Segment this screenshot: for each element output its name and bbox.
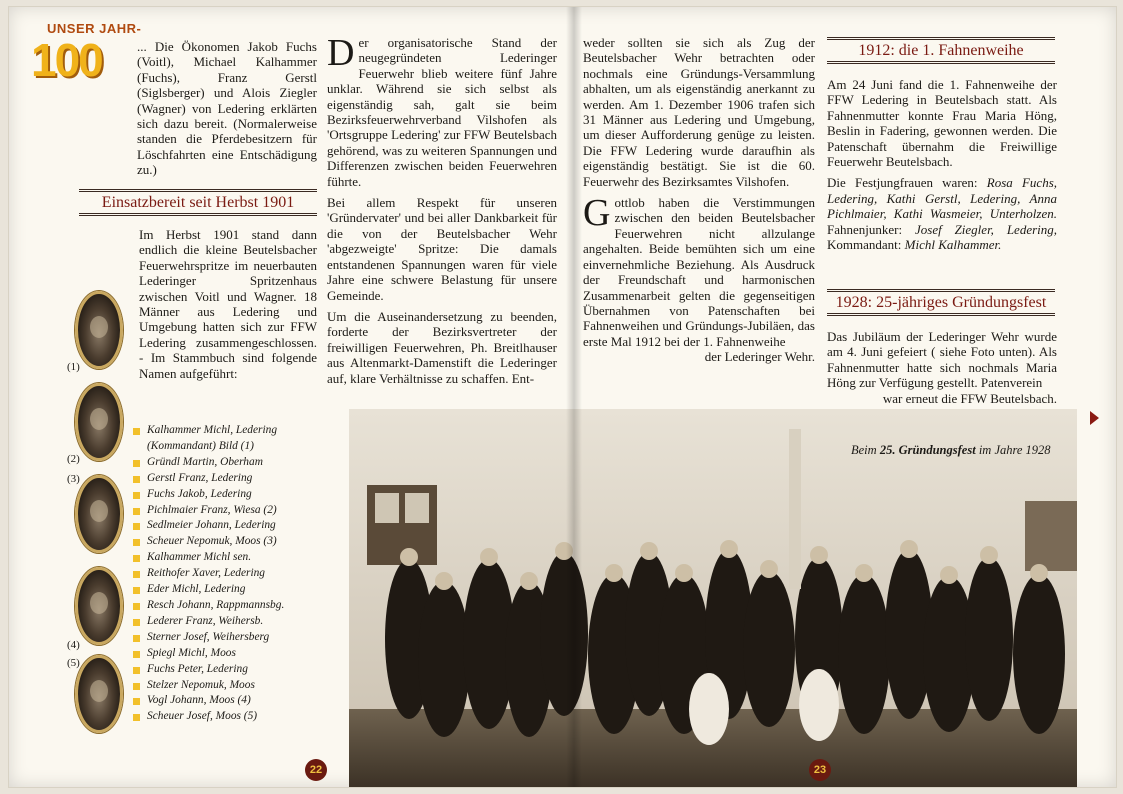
portrait-label-4: (4) bbox=[67, 639, 80, 651]
jubilaeum-text: Das Jubiläum der Lederinger Wehr wurde am 4. Juni gefeiert ( siehe Foto unten). Als Fahnenmutter hatte sich nochmals Maria Höng zur Verfügung gestellt. Patenverein bbox=[827, 329, 1057, 391]
list-item: Fuchs Jakob, Ledering bbox=[133, 487, 333, 503]
list-item: Lederer Franz, Weihersb. bbox=[133, 614, 333, 630]
dropcap-d: D bbox=[327, 32, 355, 74]
portrait-label-1: (1) bbox=[67, 361, 80, 373]
list-item: Gründl Martin, Oberham bbox=[133, 455, 333, 471]
list-item: Kalhammer Michl sen. bbox=[133, 550, 333, 566]
group-photo bbox=[349, 409, 1077, 787]
heading-fahnenweihe: 1912: die 1. Fahnenweihe bbox=[827, 37, 1055, 64]
portrait-label-2: (2) bbox=[67, 453, 80, 465]
festjungfrauen-label: Die Festjungfrauen waren: bbox=[827, 175, 978, 191]
column-4-top bbox=[827, 77, 1057, 258]
list-item: Eder Michl, Ledering bbox=[133, 582, 333, 598]
org-text: er organisatorische Stand der neugegründeten Lederinger Feuerwehr blieb weitere fünf Jahre unklar. Während sie sich selbst als eigenständig sah, galt sie beim Bezirksfeuerwehrverband Vilshofen als 'Ortsgruppe Ledering' zur FFW Beutelsbach gehörend, was zu weiteren Spannungen und Differenzen zwischen beiden Feuerwehren führte. bbox=[327, 35, 557, 189]
auseinandersetzung-paragraph: Um die Auseinandersetzung zu beenden, forderte der Bezirksvertreter der freiwilligen Feuerwehren, Ph. Breitlhauser aus Altenmarkt-Damenstift die Lederinger auf, klare Verhältnisse zu schaffen. Ent- bbox=[327, 308, 557, 386]
gruendung-paragraph: weder sollten sie sich als Zug der Beutelsbacher Wehr betrachten oder nochmals eine Gründungs-Versammlung abhalten, um als eigenständig anerkannt zu werden. Am 1. Dezember 1906 trafen sich 31 Männer aus Ledering und Umgebung, um dieser Aufforderung genüge zu leisten. Die FFW Ledering wurde daraufhin als eigenständig bestätigt. Sie ist die 60. Feuerwehr des Bezirksamtes Vilshofen. bbox=[583, 35, 815, 189]
next-page-arrow-icon[interactable] bbox=[1090, 411, 1099, 425]
list-item: Gerstl Franz, Ledering bbox=[133, 471, 333, 487]
heading-gruendungsfest: 1928: 25-jähriges Gründungsfest bbox=[827, 289, 1055, 316]
caption-pre: Beim bbox=[851, 443, 877, 457]
caption-post: im Jahre 1928 bbox=[978, 443, 1051, 457]
gottlob-end: der Lederinger Wehr. bbox=[704, 349, 815, 365]
dropcap-g: G bbox=[583, 192, 611, 235]
fahnenjunker-name: Josef Ziegler, Ledering, bbox=[914, 221, 1058, 237]
list-item: Spiegl Michl, Moos bbox=[133, 646, 333, 662]
logo-number: 100 bbox=[31, 34, 102, 86]
festjungfrauen-paragraph bbox=[827, 175, 1057, 252]
photo-caption bbox=[851, 443, 1051, 458]
caption-bold: 25. Gründungsfest bbox=[879, 443, 976, 457]
member-list bbox=[133, 423, 333, 725]
list-item: Sterner Josef, Weihersberg bbox=[133, 630, 333, 646]
portrait-2 bbox=[75, 383, 123, 461]
list-item: Pichlmaier Franz, Wiesa (2) bbox=[133, 503, 333, 519]
page-number-left: 22 bbox=[305, 759, 327, 781]
magazine-spread bbox=[8, 6, 1117, 788]
logo-title: UNSER JAHR- bbox=[47, 21, 142, 36]
list-item: Scheuer Josef, Moos (5) bbox=[133, 709, 333, 725]
column-3 bbox=[583, 35, 815, 365]
spine-gutter bbox=[566, 7, 582, 787]
portrait-1 bbox=[75, 291, 123, 369]
portrait-3 bbox=[75, 475, 123, 553]
portrait-5 bbox=[75, 655, 123, 733]
list-item: Vogl Johann, Moos (4) bbox=[133, 693, 333, 709]
jubilaeum-end: war erneut die FFW Beutelsbach. bbox=[882, 390, 1057, 406]
list-item: Fuchs Peter, Ledering bbox=[133, 662, 333, 678]
festjungfrauen-names: Rosa Fuchs, Ledering, Kathi Gerstl, Ledering, Anna Pichlmaier, Kathi Wasmeier, Unterholzen. bbox=[827, 175, 1057, 222]
list-item: Stelzer Nepomuk, Moos bbox=[133, 678, 333, 694]
portrait-label-3: (3) bbox=[67, 473, 80, 485]
list-item: Sedlmeier Johann, Ledering bbox=[133, 518, 333, 534]
page-number-right: 23 bbox=[809, 759, 831, 781]
portrait-4 bbox=[75, 567, 123, 645]
kommandant-label: Kommandant: bbox=[827, 237, 902, 253]
list-item: Kalhammer Michl, Ledering (Kommandant) Bild (1) bbox=[133, 423, 333, 455]
intro-text: ... Die Ökonomen Jakob Fuchs (Voitl), Michael Kalhammer (Fuchs), Franz Gerstl (Siglsberger) und Alois Ziegler (Wagner) von Ledering erklärten sich dazu bereit. (Normalerweise standen die Pferdebesitzern für Löschfahrten eine Entschädigung zu.) bbox=[137, 39, 317, 178]
einsatz-text: Im Herbst 1901 stand dann endlich die kleine Beutelsbacher Feuerwehrspritze im neuerbauten Lederinger Spritzenhaus zwischen Voitl und Wagner. 18 Männer aus Ledering und Umgebung hatten sich zur FFW Ledering zusammengeschlossen. - Im Stammbuch sind folgende Namen aufgeführt: bbox=[139, 227, 317, 381]
kommandant-name: Michl Kalhammer. bbox=[904, 237, 1002, 253]
list-item: Reithofer Xaver, Ledering bbox=[133, 566, 333, 582]
gottlob-paragraph bbox=[583, 192, 815, 349]
fahnenjunker-label: Fahnenjunker: bbox=[827, 221, 903, 237]
fahnenweihe-paragraph: Am 24 Juni fand die 1. Fahnenweihe der FFW Ledering in Beutelsbach statt. Als Fahnenmutter konnte Frau Maria Höng, Beslin in Fadering, gewonnen werden. Die Patenschaft übernahm die Freiwillige Feuerwehr Beutelsbach. bbox=[827, 77, 1057, 170]
list-item: Scheuer Nepomuk, Moos (3) bbox=[133, 534, 333, 550]
respekt-paragraph: Bei allem Respekt für unseren 'Gründervater' und bei aller Dankbarkeit für die von der Beutelsbacher Wehr 'abgezweigte' Spritze: Die damals entstandenen Spannungen waren für viele Jahre eine schwere Belastung für unsere Gemeinde. bbox=[327, 195, 557, 303]
column-4-bottom bbox=[827, 329, 1057, 406]
portrait-label-5: (5) bbox=[67, 657, 80, 669]
org-paragraph bbox=[327, 32, 557, 189]
column-2 bbox=[327, 32, 557, 392]
group-photo-image bbox=[349, 409, 1077, 787]
gottlob-text: ottlob haben die Verstimmungen zwischen den beiden Beutelsbacher Feuerwehren nicht allzulange angehalten. Beide bemühten sich um eine einvernehmliche Beziehung. Als Ausdruck der Freundschaft und harmonischen Zusammenarbeit gelten die gegenseitigen Übernahmen von Patenschaften bei Fahnenweihen und Gründungs-Jubiläen, das erste Mal 1912 bei der 1. Fahnenweihe bbox=[583, 195, 815, 349]
heading-einsatzbereit: Einsatzbereit seit Herbst 1901 bbox=[79, 189, 317, 216]
list-item: Resch Johann, Rappmannsbg. bbox=[133, 598, 333, 614]
